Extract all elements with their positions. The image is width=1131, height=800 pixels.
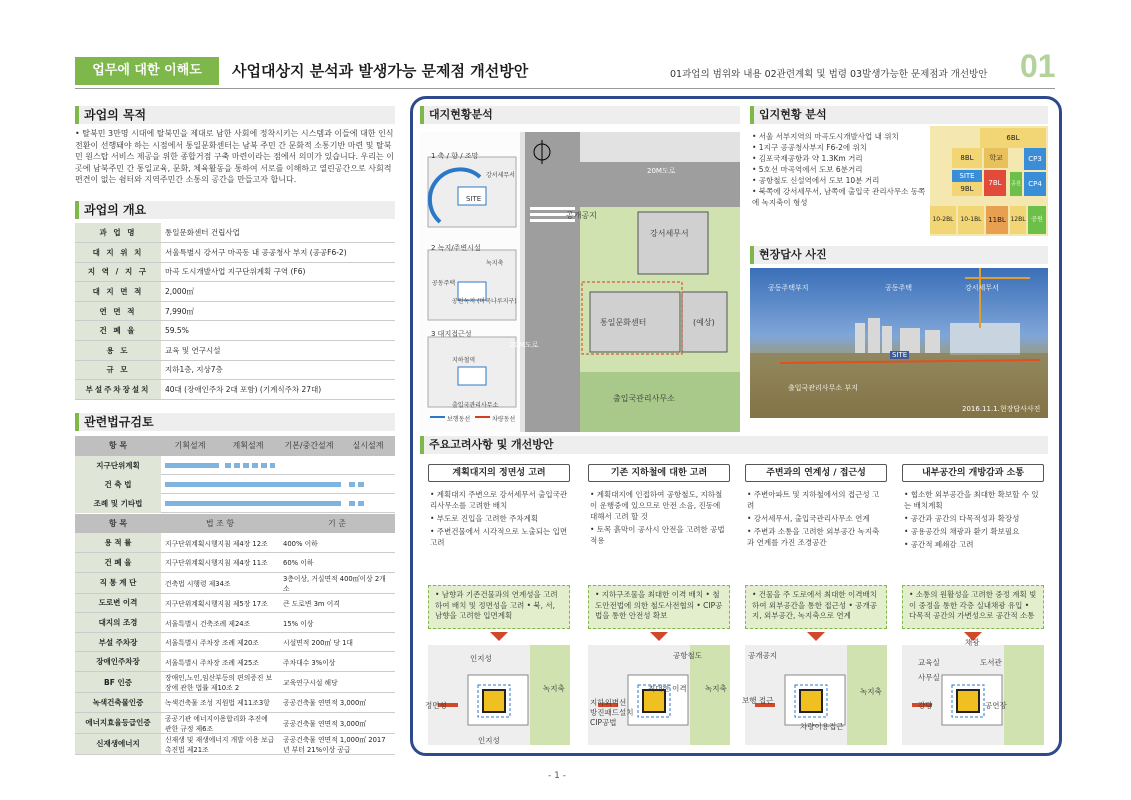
issues-heading: 주요고려사항 및 개선방안 <box>420 436 1048 454</box>
block: 9BL <box>952 182 982 196</box>
law-article: 서울특별시 건축조례 제24조 <box>161 613 279 633</box>
block: 11BL <box>986 206 1008 234</box>
legend-walk-label: 보행동선 <box>447 416 471 423</box>
law-col: 기 준 <box>328 519 346 528</box>
diagram-label: 녹지축 <box>860 687 882 696</box>
law-key: 도로변 이격 <box>75 593 161 613</box>
diagram-label: 공항철도 <box>673 651 702 660</box>
overview-value: 40대 (장애인주차 2대 포함) (기계식주차 27대) <box>161 380 395 400</box>
issue-solution: • 남향과 기존건물과의 연계성을 고려하여 배치 및 정면성을 고려 • 북, 서, 남향을 고려한 입면계획 <box>428 585 570 629</box>
phase-row <box>75 494 395 513</box>
location-item: • 1지구 공공청사부지 F6-2에 위치 <box>752 143 867 152</box>
legend-car-label: 차량동선 <box>492 416 516 423</box>
law-article: 서울특별시 주차장 조례 제25조 <box>161 652 279 672</box>
diagram-label: 최대한 이격 <box>648 684 687 693</box>
law-col: 법 조 항 <box>205 519 235 528</box>
law-header <box>75 514 395 533</box>
law-article: 공공기관 에너지이용합리화 추진에 관한 규정 제6조 <box>161 712 279 733</box>
law-row <box>75 672 395 693</box>
photo-label: 공동주택부지 <box>768 284 809 292</box>
issue-diagram <box>428 645 570 745</box>
issue-item: • 공간적 폐쇄감 고려 <box>904 540 974 549</box>
immigration-label: 출입국관리사무소 <box>613 394 675 403</box>
issue-item: • 주변아파트 및 지하철에서의 접근성 고려 <box>747 490 880 510</box>
block: 7BL <box>984 170 1006 196</box>
phase-row-label: 건 축 법 <box>75 475 161 494</box>
overview-value: 서울특별시 강서구 마곡동 내 공공청사 부지 (공공F6-2) <box>161 243 395 263</box>
law-standard: 3층이상, 거실면적 400㎡이상 2개소 <box>279 572 395 593</box>
inset-label: 2 녹지/주변시설 <box>431 244 481 252</box>
block: 6BL <box>980 128 1046 148</box>
issue-card-title: 계획대지의 정면성 고려 <box>428 464 570 482</box>
overview-value: 2,000㎡ <box>161 282 395 302</box>
diagram-label: 인지성 <box>478 736 500 745</box>
law-key: 용 적 률 <box>75 533 161 553</box>
overview-value: 마곡 도시개발사업 지구단위계획 구역 (F6) <box>161 262 395 282</box>
issue-item: • 토목 흙막이 공사시 안전을 고려한 공법 적용 <box>590 525 725 545</box>
phase-row <box>75 456 395 475</box>
photo-caption: 2016.11.1.현장답사사진 <box>962 405 1041 413</box>
phase-row-label: 조례 및 기타법 <box>75 494 161 513</box>
location-list <box>752 131 932 208</box>
issue-item: • 공용공간의 채광과 환기 확보필요 <box>904 527 1020 536</box>
law-key: 녹색건축물인증 <box>75 693 161 713</box>
overview-value: 7,990㎡ <box>161 301 395 321</box>
law-article: 신재생 및 재생에너지 개발 이용 보급촉진법 제21조 <box>161 733 279 754</box>
law-article: 지구단위계획시행지침 제4장 11조 <box>161 553 279 573</box>
down-arrow-icon <box>650 632 668 641</box>
issue-item: • 계획대지에 인접하여 공항철도, 지하철이 운행중에 있으므로 안전 소음, 진동에 대해서 고려 할 것 <box>590 490 723 521</box>
location-item: • 5호선 마곡역에서 도보 6분거리 <box>752 165 863 174</box>
overview-key: 부설주차장설치 <box>75 380 161 400</box>
overview-key: 규 모 <box>75 360 161 380</box>
diagram-label: 녹지축 <box>705 684 727 693</box>
photo-label: 공동주택 <box>885 284 913 292</box>
issue-diagram-svg <box>428 645 570 745</box>
overview-key: 지 역 / 지 구 <box>75 262 161 282</box>
issue-card-title: 주변과의 연계성 / 접근성 <box>745 464 887 482</box>
road-horizontal <box>525 162 740 207</box>
section-badge: 업무에 대한 이해도 <box>75 57 219 85</box>
phase-row-label: 지구단위계획 <box>75 456 161 475</box>
inset-label: 1 축 / 향 / 조망 <box>431 152 479 160</box>
location-item: • 김포국제공항과 약 1.3Km 거리 <box>752 154 863 163</box>
overview-row <box>75 341 395 361</box>
law-standard: 공공건축물 연면적 3,000㎡ <box>279 712 395 733</box>
overview-key: 대 지 위 치 <box>75 243 161 263</box>
down-arrow-icon <box>490 632 508 641</box>
diagram-label: 강당 <box>918 701 933 710</box>
block: 12BL <box>1010 206 1026 234</box>
road-label: 20M도로 <box>510 341 539 349</box>
chapter-number: 01 <box>1020 48 1056 84</box>
overview-row <box>75 360 395 380</box>
photo-label: 출입국관리사무소 부지 <box>788 384 858 392</box>
law-article: 서울특별시 주차장 조례 제20조 <box>161 632 279 652</box>
overview-row <box>75 282 395 302</box>
issue-item: • 주변과 소통을 고려한 외부공간 녹지축과 연계를 가진 조경공간 <box>747 527 880 547</box>
phase-header <box>75 436 395 456</box>
overview-key: 건 폐 율 <box>75 321 161 341</box>
diagram-label: 사무실 <box>918 673 940 682</box>
law-key: 신재생에너지 <box>75 733 161 754</box>
phase-bar-dashed <box>349 501 367 506</box>
issue-solution: • 소통의 원활성을 고려한 중정 계획 빛이 중정을 통한 각층 실내채광 유입 • 다목적 공간의 가변성으로 공간적 소통 <box>902 585 1044 629</box>
photo-heading: 현장답사 사진 <box>750 246 1048 264</box>
down-arrow-icon <box>807 632 825 641</box>
block-site: SITE <box>952 170 982 182</box>
phase-col: 실시설계 <box>352 441 384 450</box>
diagram-label: 보행 접근 <box>742 696 774 705</box>
zoning-map <box>930 126 1048 236</box>
photo-site-label: SITE <box>892 351 908 359</box>
page-title: 사업대상지 분석과 발생가능 문제점 개선방안 <box>232 62 529 80</box>
law-standard: 공공건축물 연면적 3,000㎡ <box>279 693 395 713</box>
road-label: 20M도로 <box>647 167 676 175</box>
issue-item: • 부도로 진입을 고려한 주차계획 <box>430 514 539 523</box>
law-row <box>75 533 395 553</box>
diagram-label: 교육실 <box>918 658 940 667</box>
overview-row <box>75 223 395 243</box>
diagram-label: 녹지축 <box>543 684 565 693</box>
law-key: 직 통 계 단 <box>75 572 161 593</box>
page-number: - 1 - <box>548 771 566 781</box>
diagram-label: 공개공지 <box>748 651 777 660</box>
phase-bar-dashed <box>225 463 275 468</box>
law-key: BF 인증 <box>75 672 161 693</box>
block-park: 공원 <box>1010 172 1022 196</box>
law-row <box>75 693 395 713</box>
issue-card-body <box>747 489 885 550</box>
phase-bar <box>165 501 341 506</box>
purpose-text: • 탈북민 3만명 시대에 탈북민을 제대로 남한 사회에 정착시키는 시스템과 이들에 대한 인식 전환이 선행돼야 하는 시점에서 통일문화센터는 남북 주민 간 문화적 소통기반 마련 및 탈북민 원스탑 서비스 제공을 위한 종합거점 구축 마련이라는 점에서 의미가 있습니다. 우리는 이곳에 남북주민 간 통일교육, 문화, 체육활동을 통하여 서로를 이해하고 열린공간으로 사회적 편견이 없는 쉼터와 지역주민간 소통의 공간을 만들고자 합니다. <box>75 129 394 184</box>
diagram-label: 채광 <box>965 638 980 647</box>
site-heading: 대지현황분석 <box>420 106 740 124</box>
issue-item: • 공간과 공간의 다목적성과 확장성 <box>904 514 1020 523</box>
diagram-label: 방진패드설치 <box>590 708 634 717</box>
law-row <box>75 553 395 573</box>
issue-diagram-svg <box>588 645 730 745</box>
law-standard: 주차대수 3%이상 <box>279 652 395 672</box>
inset-housing-label: 공동주택 <box>432 280 456 287</box>
overview-row <box>75 301 395 321</box>
inset-tax-label: 강서세무서 <box>486 172 515 179</box>
diagram-label: 인지성 <box>470 654 492 663</box>
issue-item: • 협소한 외부공간을 최대한 확보할 수 있는 배치계획 <box>904 490 1039 510</box>
photo-label: 강서세무서 <box>965 284 999 292</box>
issue-solution: • 건물을 주 도로에서 최대한 이격배치 하여 외부공간을 통한 접근성 • 공개공지, 외부공간, 녹지축으로 연계 <box>745 585 887 629</box>
inset-subway-label: 지하철역 <box>452 357 476 364</box>
inset-imm-label: 출입국관리사무소 <box>452 402 499 409</box>
law-row <box>75 572 395 593</box>
public-space-label: 공개공지 <box>566 211 597 220</box>
center-label: 통일문화센터 <box>600 318 647 327</box>
inset-park-label: 공원녹지 (마곡나루지구) <box>452 298 517 305</box>
law-heading: 관련법규검토 <box>75 413 395 431</box>
overview-value: 교육 및 연구시설 <box>161 341 395 361</box>
block: 10-1BL <box>958 206 984 234</box>
law-row <box>75 613 395 633</box>
law-article: 녹색건축물 조성 지원법 제11조3항 <box>161 693 279 713</box>
tax-office-label: 강서세무서 <box>650 229 689 238</box>
block: 학교 <box>984 148 1008 168</box>
block-park: 공원 <box>1028 206 1046 234</box>
diagram-label: 정면성 <box>425 701 447 710</box>
law-standard: 60% 이하 <box>279 553 395 573</box>
overview-row <box>75 380 395 400</box>
overview-value: 지하1층, 지상7층 <box>161 360 395 380</box>
law-standard: 공공건축물 연면적 1,000㎡ 2017년 부터 21%이상 공급 <box>279 733 395 754</box>
issue-card-body <box>590 489 728 548</box>
phase-col: 항 목 <box>108 441 128 450</box>
overview-key: 용 도 <box>75 341 161 361</box>
issue-card-title: 기존 지하철에 대한 고려 <box>588 464 730 482</box>
site-plan-svg <box>420 132 740 432</box>
law-standard: 큰 도로변 3m 이격 <box>279 593 395 613</box>
law-standard: 400% 이하 <box>279 533 395 553</box>
issue-card-body <box>430 489 568 550</box>
overview-row <box>75 262 395 282</box>
tax-office-building <box>638 212 708 274</box>
phase-col: 기본/중간설계 <box>284 441 334 450</box>
law-row <box>75 652 395 672</box>
diagram-label: CIP공법 <box>590 718 617 727</box>
inset-green-label: 녹지축 <box>486 260 504 267</box>
overview-table <box>75 223 395 400</box>
planned-label: (예상) <box>693 318 715 327</box>
law-row <box>75 632 395 652</box>
phase-rows <box>75 456 395 513</box>
overview-key: 대 지 면 적 <box>75 282 161 302</box>
header-divider <box>75 88 1055 89</box>
diagram-label: 도서관 <box>980 658 1002 667</box>
law-standard: 시설면적 200㎡ 당 1대 <box>279 632 395 652</box>
phase-bar <box>165 482 341 487</box>
law-table <box>75 533 395 755</box>
chapter-nav: 01과업의 범위와 내용 02관련계획 및 법령 03발생가능한 문제점과 개선방안 <box>670 69 988 80</box>
law-row <box>75 733 395 754</box>
law-article: 장애인,노인,임산부등의 편의증진 보장에 관한 법률 제10조 2 <box>161 672 279 693</box>
phase-col: 계획설계 <box>232 441 264 450</box>
law-article: 지구단위계획시행지침 제5장 17조 <box>161 593 279 613</box>
overview-key: 연 면 적 <box>75 301 161 321</box>
law-key: 건 폐 율 <box>75 553 161 573</box>
tax-office-photo <box>950 323 1020 355</box>
diagram-label: 지하외벽선 <box>590 698 627 707</box>
issue-item: • 강서세무서, 출입국관리사무소 연계 <box>747 514 870 523</box>
site-plan <box>420 132 740 432</box>
phase-col: 기획설계 <box>174 441 206 450</box>
law-key: 부설 주차장 <box>75 632 161 652</box>
issue-solution: • 지하구조물을 최대한 이격 배치 • 철도안전법에 의한 철도사전협의 • CIP공법을 통한 안전성 확보 <box>588 585 730 629</box>
overview-heading: 과업의 개요 <box>75 201 395 219</box>
overview-row <box>75 243 395 263</box>
location-item: • 공항철도 신설역에서 도보 10분 거리 <box>752 176 880 185</box>
diagram-label: 차량이용접근 <box>800 722 844 731</box>
diagram-label: 공연장 <box>985 701 1007 710</box>
law-standard: 교육연구시설 해당 <box>279 672 395 693</box>
law-key: 대지의 조경 <box>75 613 161 633</box>
block: CP3 <box>1024 148 1046 170</box>
law-key: 장애인주차장 <box>75 652 161 672</box>
law-row <box>75 593 395 613</box>
law-row <box>75 712 395 733</box>
location-item: • 북쪽에 강서세무서, 남쪽에 출입국 관리사무소 동쪽에 녹지축이 형성 <box>752 187 926 207</box>
issue-item: • 주변건물에서 시각적으로 노출되는 입면 고려 <box>430 527 568 547</box>
issue-card-title: 내부공간의 개방감과 소통 <box>902 464 1044 482</box>
issue-diagram <box>588 645 730 745</box>
law-key: 에너지효율등급인증 <box>75 712 161 733</box>
issue-card-body <box>904 489 1042 552</box>
law-col: 항 목 <box>108 519 128 528</box>
overview-value: 통일문화센터 건립사업 <box>161 223 395 243</box>
block: 8BL <box>952 148 982 168</box>
purpose-heading: 과업의 목적 <box>75 106 395 124</box>
phase-bar <box>165 463 219 468</box>
overview-key: 과 업 명 <box>75 223 161 243</box>
phase-bar-dashed <box>349 482 367 487</box>
site-label: SITE <box>466 195 482 203</box>
overview-row <box>75 321 395 341</box>
phase-row <box>75 475 395 494</box>
law-article: 지구단위계획시행지침 제4장 12조 <box>161 533 279 553</box>
location-item: • 서울 서부지역의 마곡도시개발사업 내 위치 <box>752 132 899 141</box>
block: CP4 <box>1024 172 1046 196</box>
issue-item: • 계획대지 주변으로 강서세무서 출입국관리사무소를 고려한 배치 <box>430 490 568 510</box>
law-article: 건축법 시행령 제34조 <box>161 572 279 593</box>
overview-value: 59.5% <box>161 321 395 341</box>
location-heading: 입지현황 분석 <box>750 106 1048 124</box>
inset-label: 3 대지접근성 <box>431 330 472 338</box>
law-standard: 15% 이상 <box>279 613 395 633</box>
block: 10-2BL <box>930 206 956 234</box>
